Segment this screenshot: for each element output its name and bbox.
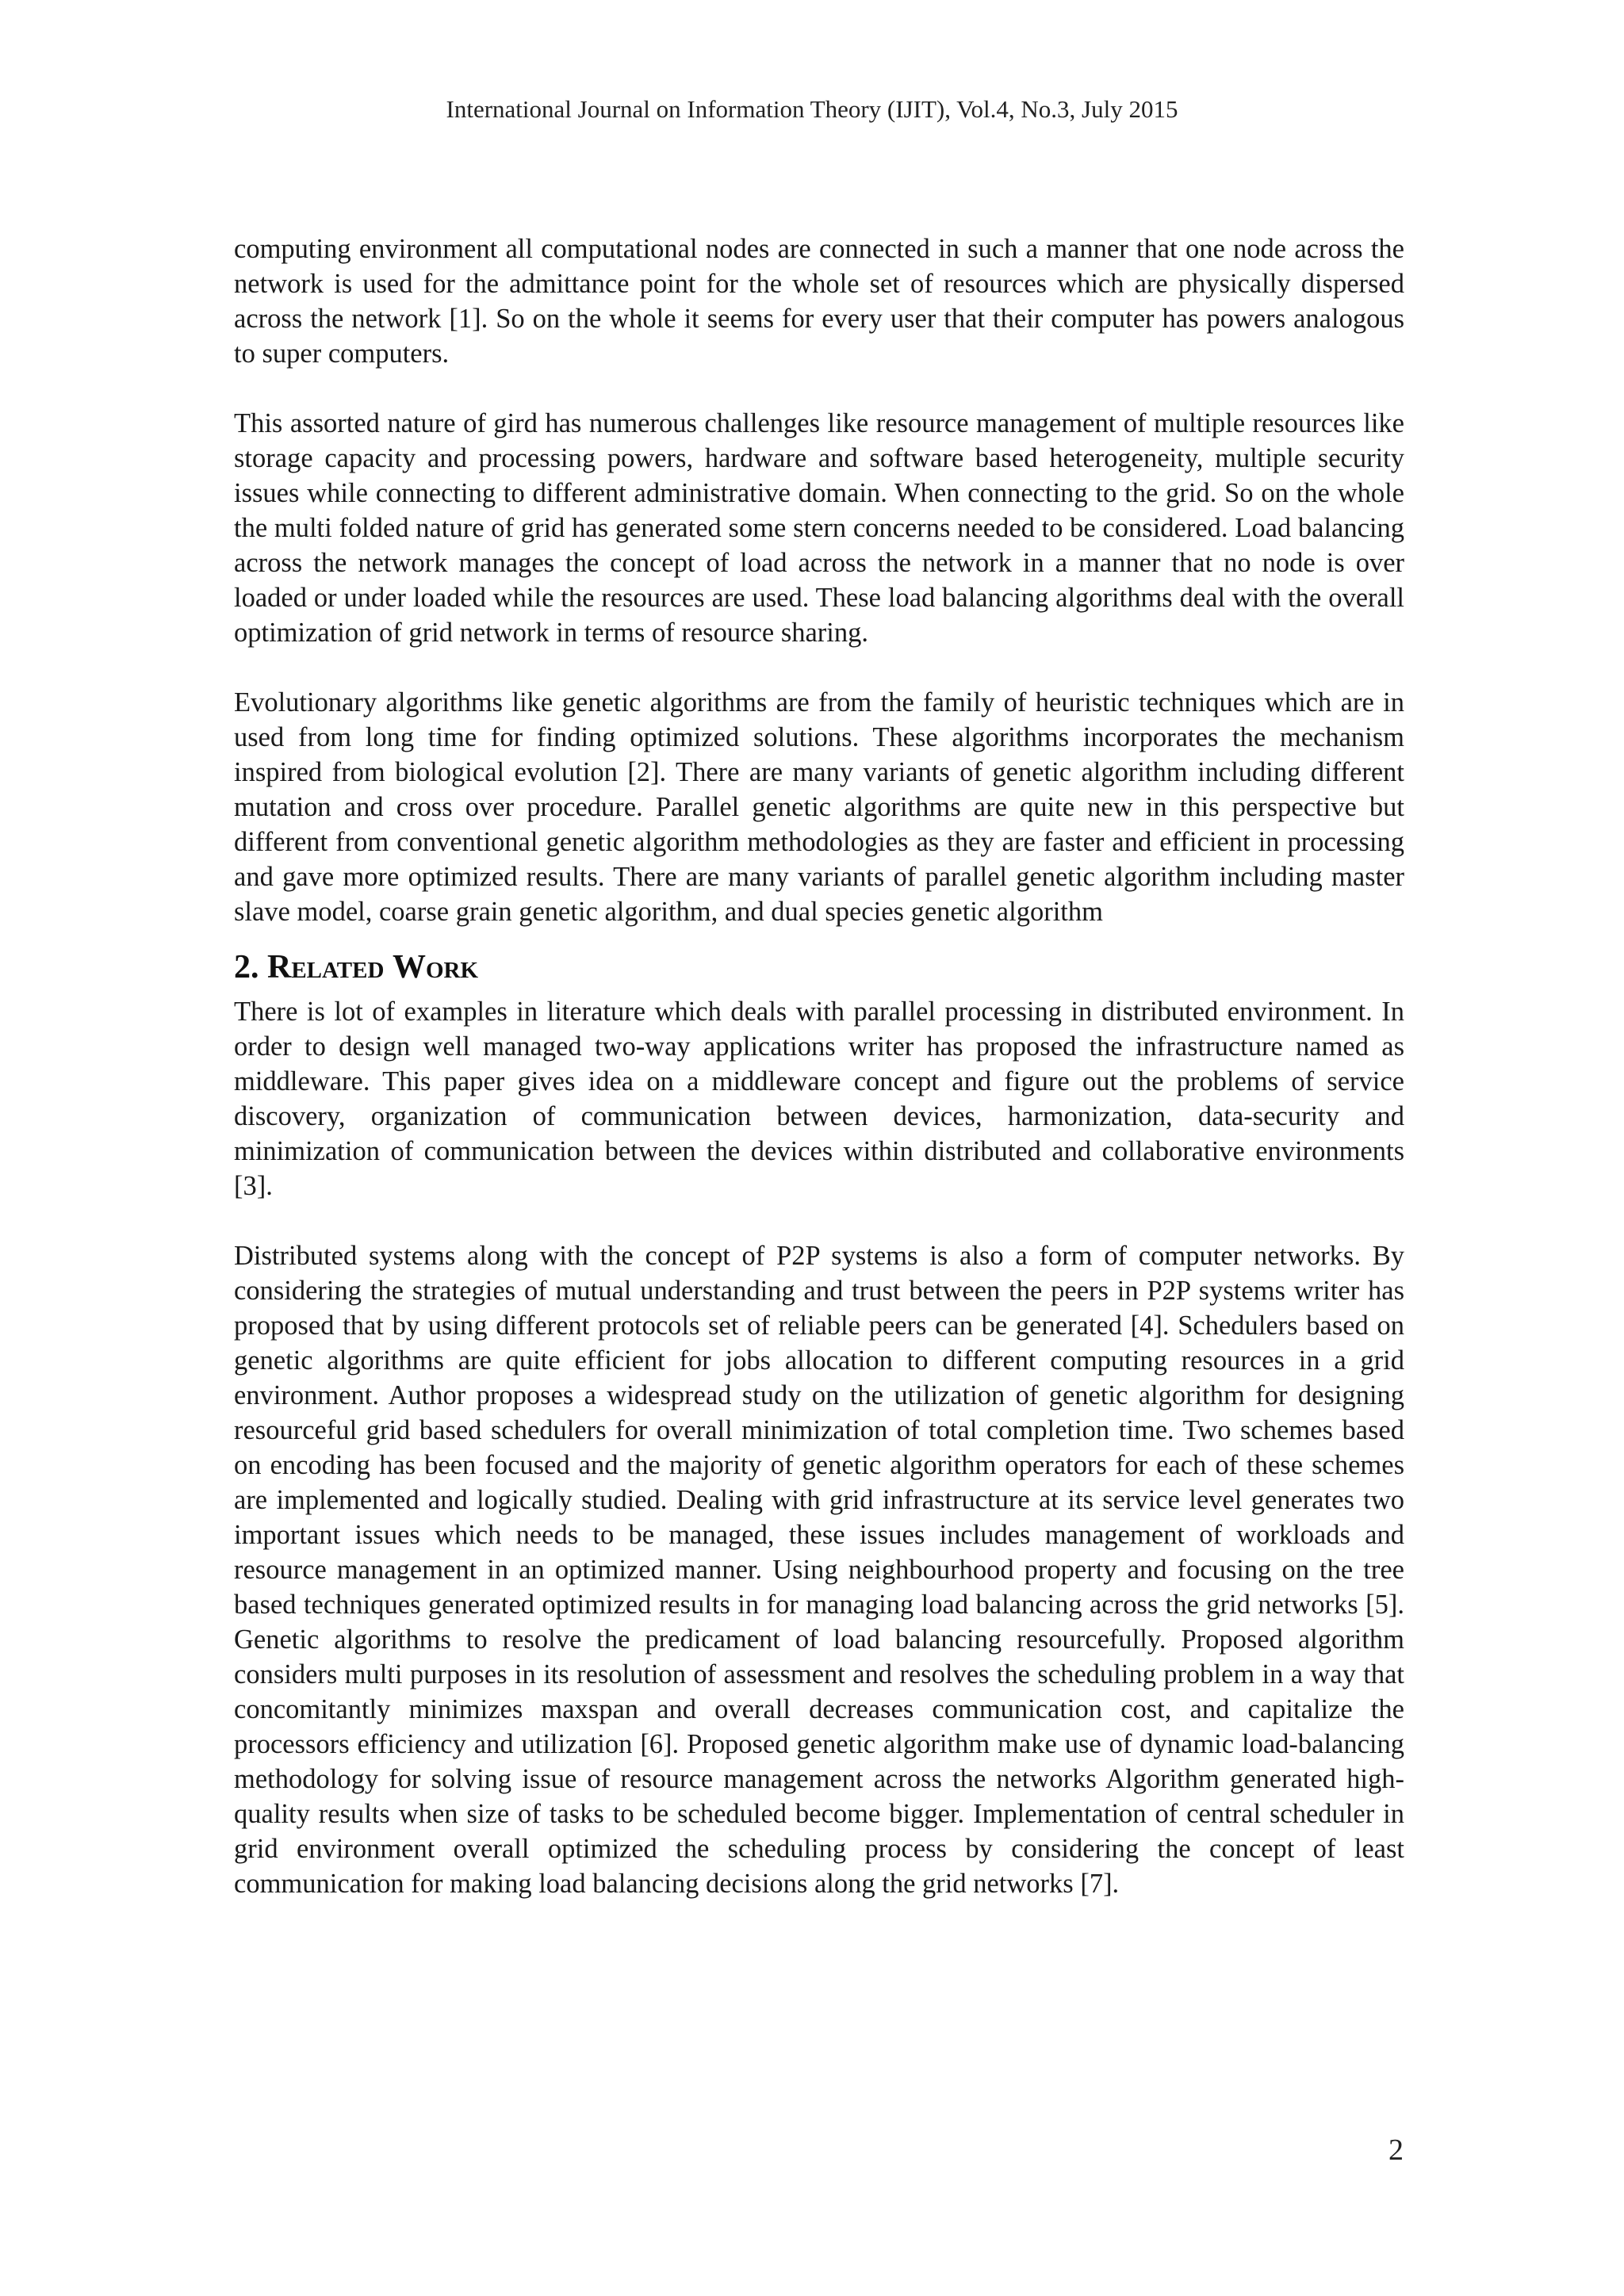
section-heading-related-work	[234, 947, 1404, 988]
paragraph-related-1: There is lot of examples in literature which deals with parallel processing in distributed environment. In order to design well managed two-way applications writer has proposed the infrastructure named as middleware. This paper gives idea on a middleware concept and figure out the problems of service discovery, organization of communication between devices, harmonization, data-security and minimization of communication between the devices within distributed and collaborative environments [3].	[234, 997, 1404, 1201]
running-header: International Journal on Information Theory (IJIT), Vol.4, No.3, July 2015	[446, 95, 1178, 123]
paragraph-intro-2: This assorted nature of gird has numerous challenges like resource management of multiple resources like storage capacity and processing powers, hardware and software based heterogeneity, multiple security issues while connecting to different administrative domain. When connecting to the grid. So on the whole the multi folded nature of grid has generated some stern concerns needed to be considered. Load balancing across the network manages the concept of load across the network in a manner that no node is over loaded or under loaded while the resources are used. These load balancing algorithms deal with the overall optimization of grid network in terms of resource sharing.	[234, 408, 1404, 648]
paragraph-related-2: Distributed systems along with the concept of P2P systems is also a form of computer networks. By considering the strategies of mutual understanding and trust between the peers in P2P systems writer has proposed that by using different protocols set of reliable peers can be generated [4]. Schedulers based on genetic algorithms are quite efficient for jobs allocation to different computing resources in a grid environment. Author proposes a widespread study on the utilization of genetic algorithm for designing resourceful grid based schedulers for overall minimization of total completion time. Two schemes based on encoding has been focused and the majority of genetic algorithm operators for each of these schemes are implemented and logically studied. Dealing with grid infrastructure at its service level generates two important issues which needs to be managed, these issues includes management of workloads and resource management in an optimized manner. Using neighbourhood property and focusing on the tree based techniques generated optimized results in for managing load balancing across the grid networks [5]. Genetic algorithms to resolve the predicament of load balancing resourcefully. Proposed algorithm considers multi purposes in its resolution of assessment and resolves the scheduling problem in a way that concomitantly minimizes maxspan and overall decreases communication cost, and capitalize the processors efficiency and utilization [6]. Proposed genetic algorithm make use of dynamic load-balancing methodology for solving issue of resource management across the networks Algorithm generated high-quality results when size of tasks to be scheduled become bigger. Implementation of central scheduler in grid environment overall optimized the scheduling process by considering the concept of least communication for making load balancing decisions along the grid networks [7].	[234, 1241, 1404, 1899]
page-number: 2	[1388, 2133, 1404, 2167]
section-title-word-2: Work	[392, 949, 478, 985]
paragraph-intro-1: computing environment all computational nodes are connected in such a manner that one node across the network is used for the admittance point for the whole set of resources which are physically dispersed across the network [1]. So on the whole it seems for every user that their computer has powers analogous to super computers.	[234, 234, 1404, 369]
section-title-word-1: Related	[267, 949, 385, 985]
paragraph-intro-3: Evolutionary algorithms like genetic algorithms are from the family of heuristic techniques which are in used from long time for finding optimized solutions. These algorithms incorporates the mechanism inspired from biological evolution [2]. There are many variants of genetic algorithm including different mutation and cross over procedure. Parallel genetic algorithms are quite new in this perspective but different from conventional genetic algorithm methodologies as they are faster and efficient in processing and gave more optimized results. There are many variants of parallel genetic algorithm including master slave model, coarse grain genetic algorithm, and dual species genetic algorithm	[234, 687, 1404, 927]
section-number: 2.	[234, 949, 267, 985]
page-body	[234, 232, 1404, 1936]
